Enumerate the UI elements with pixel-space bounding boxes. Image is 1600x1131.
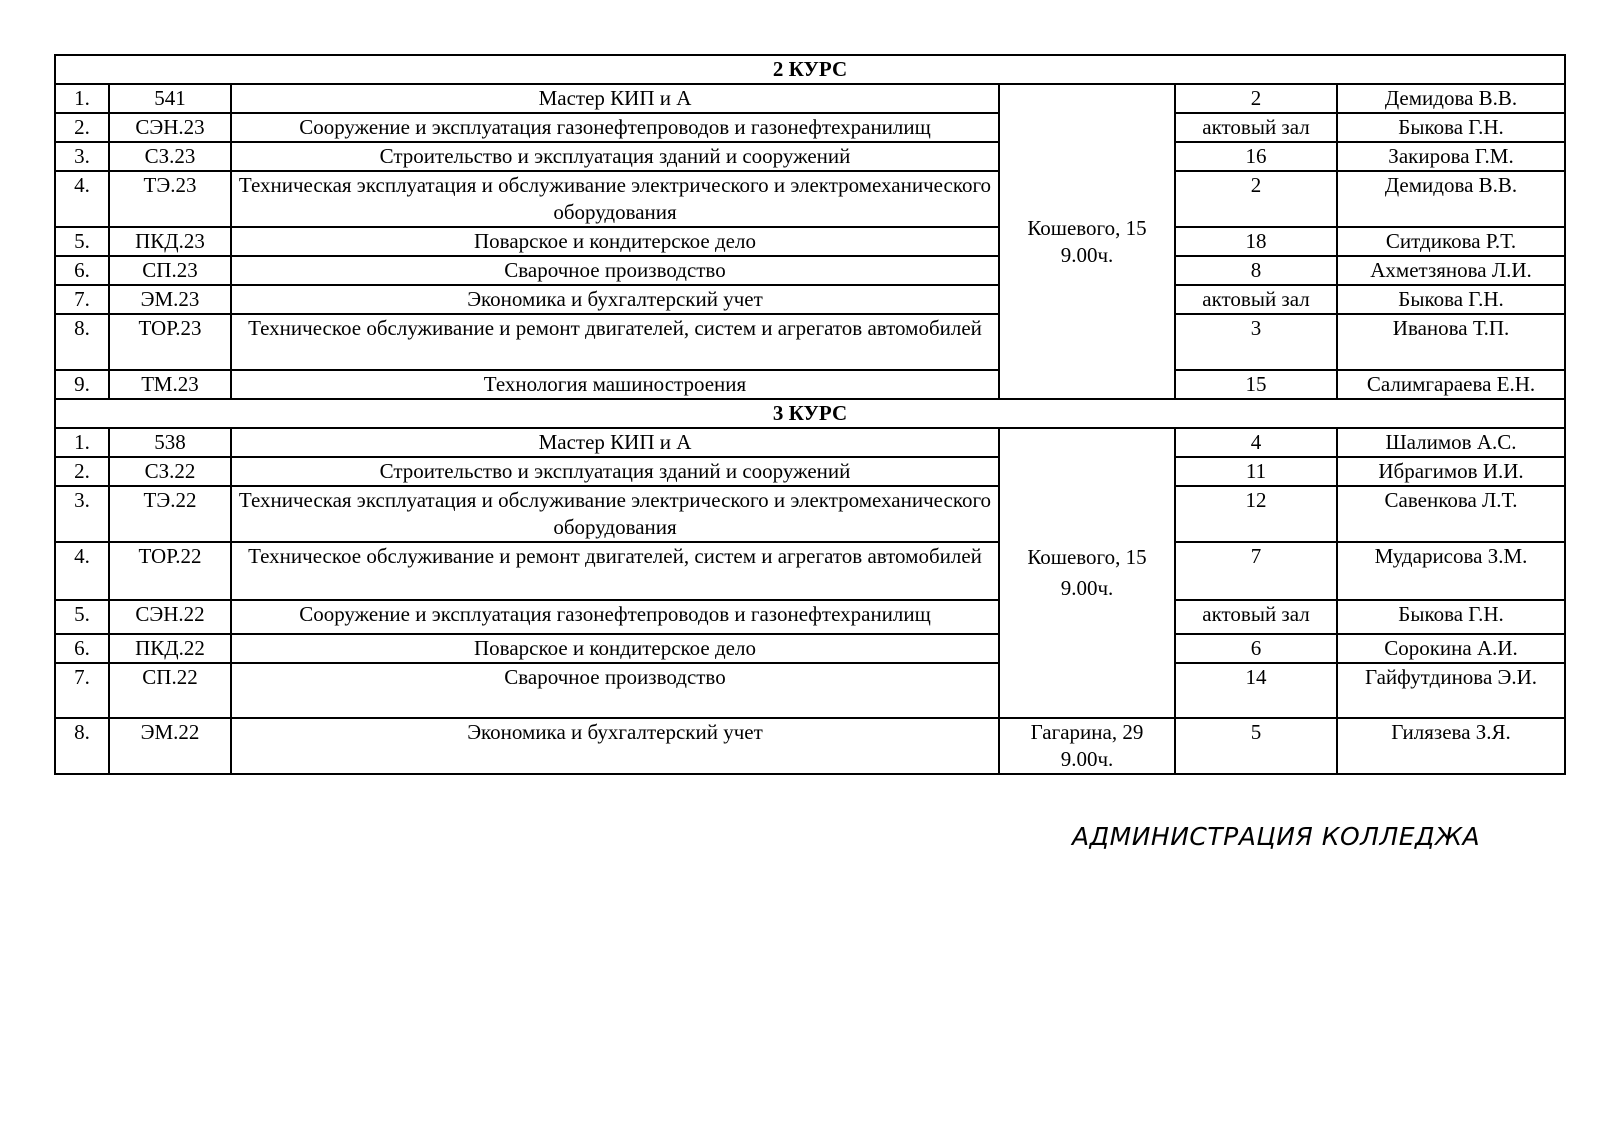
specialty-name: Поварское и кондитерское дело xyxy=(231,227,999,256)
row-number: 6. xyxy=(55,256,109,285)
group-code: СП.23 xyxy=(109,256,231,285)
group-code: ЭМ.22 xyxy=(109,718,231,774)
group-code: ТЭ.22 xyxy=(109,486,231,542)
table-row xyxy=(55,600,1565,634)
teacher-name: Сорокина А.И. xyxy=(1337,634,1565,663)
specialty-name: Сооружение и эксплуатация газонефтепроводов и газонефтехранилищ xyxy=(231,600,999,634)
teacher-name: Ахметзянова Л.И. xyxy=(1337,256,1565,285)
table-row xyxy=(55,634,1565,663)
specialty-name: Строительство и эксплуатация зданий и сооружений xyxy=(231,142,999,171)
specialty-name: Сварочное производство xyxy=(231,256,999,285)
table-row xyxy=(55,486,1565,542)
specialty-name: Сооружение и эксплуатация газонефтепроводов и газонефтехранилищ xyxy=(231,113,999,142)
group-code: ТМ.23 xyxy=(109,370,231,399)
table-row xyxy=(55,428,1565,457)
specialty-name: Техническая эксплуатация и обслуживание электрического и электромеханического оборудования xyxy=(231,171,999,227)
row-number: 8. xyxy=(55,718,109,774)
table-row xyxy=(55,227,1565,256)
specialty-name: Строительство и эксплуатация зданий и сооружений xyxy=(231,457,999,486)
teacher-name: Быкова Г.Н. xyxy=(1337,113,1565,142)
row-number: 9. xyxy=(55,370,109,399)
room-number: 11 xyxy=(1175,457,1337,486)
teacher-name: Демидова В.В. xyxy=(1337,84,1565,113)
group-code: ПКД.23 xyxy=(109,227,231,256)
table-row xyxy=(55,370,1565,399)
room-number: актовый зал xyxy=(1175,600,1337,634)
room-number: 4 xyxy=(1175,428,1337,457)
table-row xyxy=(55,663,1565,718)
table-row xyxy=(55,285,1565,314)
row-number: 3. xyxy=(55,142,109,171)
table-row xyxy=(55,113,1565,142)
group-code: ТОР.22 xyxy=(109,542,231,600)
specialty-name: Поварское и кондитерское дело xyxy=(231,634,999,663)
teacher-name: Демидова В.В. xyxy=(1337,171,1565,227)
teacher-name: Быкова Г.Н. xyxy=(1337,600,1565,634)
teacher-name: Закирова Г.М. xyxy=(1337,142,1565,171)
row-number: 5. xyxy=(55,600,109,634)
location-address: Кошевого, 15 xyxy=(1027,545,1147,569)
specialty-name: Техническая эксплуатация и обслуживание электрического и электромеханического оборудования xyxy=(231,486,999,542)
row-number: 4. xyxy=(55,542,109,600)
teacher-name: Гилязева З.Я. xyxy=(1337,718,1565,774)
group-code: СЗ.22 xyxy=(109,457,231,486)
teacher-name: Мударисова З.М. xyxy=(1337,542,1565,600)
room-number: 3 xyxy=(1175,314,1337,370)
group-code: 541 xyxy=(109,84,231,113)
table-row xyxy=(55,457,1565,486)
room-number: 12 xyxy=(1175,486,1337,542)
row-number: 8. xyxy=(55,314,109,370)
row-number: 7. xyxy=(55,663,109,718)
specialty-name: Мастер КИП и А xyxy=(231,84,999,113)
group-code: СЗ.23 xyxy=(109,142,231,171)
room-number: актовый зал xyxy=(1175,285,1337,314)
location-cell xyxy=(999,718,1175,774)
room-number: 2 xyxy=(1175,84,1337,113)
teacher-name: Савенкова Л.Т. xyxy=(1337,486,1565,542)
row-number: 2. xyxy=(55,457,109,486)
room-number: 7 xyxy=(1175,542,1337,600)
teacher-name: Ситдикова Р.Т. xyxy=(1337,227,1565,256)
group-code: ПКД.22 xyxy=(109,634,231,663)
table-row xyxy=(55,256,1565,285)
schedule-table xyxy=(54,54,1566,775)
location-address: Гагарина, 29 xyxy=(1030,720,1144,744)
row-number: 6. xyxy=(55,634,109,663)
row-number: 1. xyxy=(55,84,109,113)
room-number: 2 xyxy=(1175,171,1337,227)
teacher-name: Салимгараева Е.Н. xyxy=(1337,370,1565,399)
group-code: ТЭ.23 xyxy=(109,171,231,227)
location-cell xyxy=(999,428,1175,718)
row-number: 3. xyxy=(55,486,109,542)
group-code: СЭН.22 xyxy=(109,600,231,634)
teacher-name: Иванова Т.П. xyxy=(1337,314,1565,370)
specialty-name: Техническое обслуживание и ремонт двигателей, систем и агрегатов автомобилей xyxy=(231,314,999,370)
row-number: 5. xyxy=(55,227,109,256)
section-title: 3 КУРС xyxy=(55,399,1565,428)
location-time: 9.00ч. xyxy=(1060,747,1114,771)
row-number: 2. xyxy=(55,113,109,142)
specialty-name: Экономика и бухгалтерский учет xyxy=(231,285,999,314)
group-code: СП.22 xyxy=(109,663,231,718)
teacher-name: Гайфутдинова Э.И. xyxy=(1337,663,1565,718)
room-number: 16 xyxy=(1175,142,1337,171)
specialty-name: Сварочное производство xyxy=(231,663,999,718)
college-administration-signature: АДМИНИСТРАЦИЯ КОЛЛЕДЖА xyxy=(1072,822,1481,851)
room-number: 14 xyxy=(1175,663,1337,718)
teacher-name: Ибрагимов И.И. xyxy=(1337,457,1565,486)
specialty-name: Экономика и бухгалтерский учет xyxy=(231,718,999,774)
room-number: 18 xyxy=(1175,227,1337,256)
row-number: 1. xyxy=(55,428,109,457)
location-cell xyxy=(999,84,1175,399)
table-row xyxy=(55,542,1565,600)
teacher-name: Шалимов А.С. xyxy=(1337,428,1565,457)
room-number: 5 xyxy=(1175,718,1337,774)
group-code: ЭМ.23 xyxy=(109,285,231,314)
specialty-name: Технология машиностроения xyxy=(231,370,999,399)
specialty-name: Мастер КИП и А xyxy=(231,428,999,457)
section-title: 2 КУРС xyxy=(55,55,1565,84)
specialty-name: Техническое обслуживание и ремонт двигателей, систем и агрегатов автомобилей xyxy=(231,542,999,600)
table-row xyxy=(55,314,1565,370)
group-code: ТОР.23 xyxy=(109,314,231,370)
row-number: 7. xyxy=(55,285,109,314)
row-number: 4. xyxy=(55,171,109,227)
room-number: 15 xyxy=(1175,370,1337,399)
section-header-row xyxy=(55,55,1565,84)
room-number: актовый зал xyxy=(1175,113,1337,142)
group-code: 538 xyxy=(109,428,231,457)
room-number: 6 xyxy=(1175,634,1337,663)
location-time: 9.00ч. xyxy=(1060,242,1114,267)
table-row xyxy=(55,718,1565,774)
location-time: 9.00ч. xyxy=(1060,576,1114,600)
location-address: Кошевого, 15 xyxy=(1027,215,1147,240)
table-row xyxy=(55,84,1565,113)
table-row xyxy=(55,142,1565,171)
room-number: 8 xyxy=(1175,256,1337,285)
teacher-name: Быкова Г.Н. xyxy=(1337,285,1565,314)
group-code: СЭН.23 xyxy=(109,113,231,142)
section-header-row xyxy=(55,399,1565,428)
table-row xyxy=(55,171,1565,227)
